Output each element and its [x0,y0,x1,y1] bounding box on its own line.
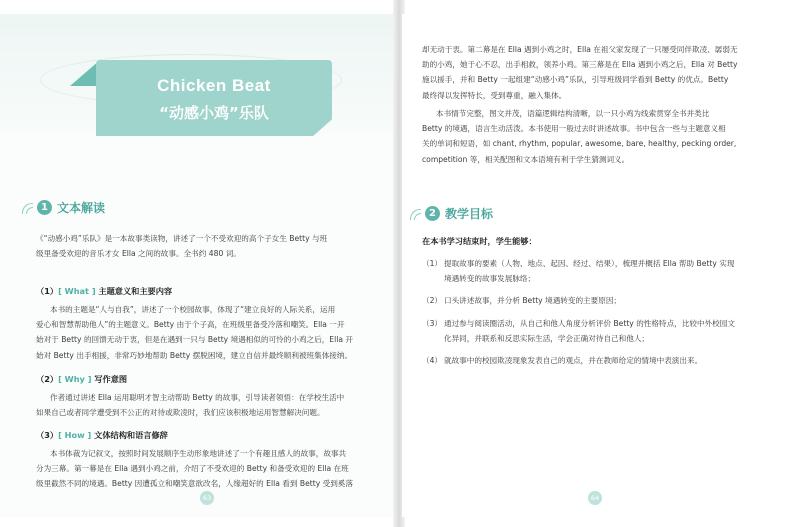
why-tag: [ Why ] [58,374,92,384]
book-title-english: Chicken Beat [157,76,271,95]
section-heading-2 [410,205,493,222]
structure-paragraph: 本书情节完整，图文并茂，语篇逻辑结构清晰，以一只小鸡为线索贯穿全书并类比 Betty 的境遇，语言生动活泼。本书使用一般过去时讲述故事。书中包含一些与主题意义相 关的单词和短语，如 chant, rhythm, popular, awesome, bare, healthy, pecking order, competition 等，相关配图和文本语境有利于学生猜测词义。 [422,109,737,164]
objective-item: （4） 就故事中的校园欺凌现象发表自己的观点，并在教师给定的情境中表演出来。 [422,356,703,366]
what-paragraph: 本书的主题是“人与自我”，讲述了一个校园故事，体现了“建立良好的人际关系，运用 爱心和智慧帮助他人”的主题意义。Betty 由于个子高，在班级里备受冷落和嘲笑。Ella 一开 始对于 Betty 的回馈无动于衷，但是在遇到一只与 Betty 境遇相似的可怜的小鸡之后，Ella 开 始对 Betty 出手相援，非常巧妙地帮助 Betty 摆脱困境，建立自信并最终顺利被班集体接纳。 [36,305,353,360]
page-number: 64 [588,491,602,505]
what-tag: [ What ] [58,286,96,296]
title-banner [96,60,332,136]
objectives-list [422,256,774,375]
intro-paragraph [36,231,382,261]
section-title: 文本解读 [57,201,106,215]
book-title-chinese: “动感小鸡”乐队 [159,104,269,122]
left-page [0,14,396,517]
objectives-lead: 在本书学习结束时，学生能够： [422,236,537,246]
how-paragraph: 本书体裁为记叙文，按照时间发展顺序生动形象地讲述了一个有趣且感人的故事，故事共 分为三幕。第一幕是在 Ella 遇到小鸡之前，介绍了不受欢迎的 Betty 和备受欢迎的 Ella 在班 级里截然不同的境遇。Betty 因遭孤立和嘲笑意欲改名，人缘超好的 Ella 看到 Betty 受到奚落 [36,449,353,489]
signal-icon [410,209,420,219]
why-paragraph: 作者通过讲述 Ella 运用聪明才智主动帮助 Betty 的故事，引导读者领悟：在学校生活中 如果自己或者同学遭受到不公正的对待或欺凌时，我们应该积极地运用智慧解决问题。 [36,393,345,418]
right-page [402,14,800,517]
intro-line: 《“动感小鸡”乐队》是一本故事类读物，讲述了一个不受欢迎的高个子女生 Betty 与班 [36,234,328,243]
objective-item: （1） 提取故事的要素（人物、地点、起因、经过、结果），梳理并概括 Ella 帮助 Betty 实现 境遇转变的故事发展脉络； [422,259,735,284]
objective-item: （2） 口头讲述故事，并分析 Betty 境遇转变的主要原因； [422,296,622,306]
how-tag: [ How ] [58,430,92,440]
signal-icon [22,203,32,213]
intro-line: 级里备受欢迎的音乐才女 Ella 之间的故事。全书约 480 词。 [36,249,241,259]
how-heading: （3）[ How ] 文体结构和语言修辞 [36,430,168,440]
page-number: 63 [200,491,214,505]
section-number-badge: 1 [37,200,52,215]
continuation-paragraph: 却无动于衷。第二幕是在 Ella 遇到小鸡之时，Ella 在祖父家发现了一只屡受同伴欺凌、孱弱无 助的小鸡，她于心不忍，出手相救，领养小鸡。第三幕是在 Ella 遇到小鸡之后，Ella 对 Betty 施以援手，并和 Betty 一起组建“动感小鸡”乐队，引导班级同学看到 Betty 的优点。Betty 最终得以发挥特长，受到尊重，融入集体。 [422,45,738,100]
objective-item: （3） 通过参与阅读圈活动，从自己和他人角度分析评价 Betty 的性格特点，比较中外校园文 化异同，并联系和反思实际生活，学会正确对待自己和他人； [422,318,735,343]
section-number-badge: 2 [425,206,440,221]
section-title: 教学目标 [445,207,494,221]
what-heading: （1）[ What ] 主题意义和主要内容 [36,286,173,296]
section-heading-1 [22,199,105,216]
why-heading: （2）[ Why ] 写作意图 [36,374,128,384]
